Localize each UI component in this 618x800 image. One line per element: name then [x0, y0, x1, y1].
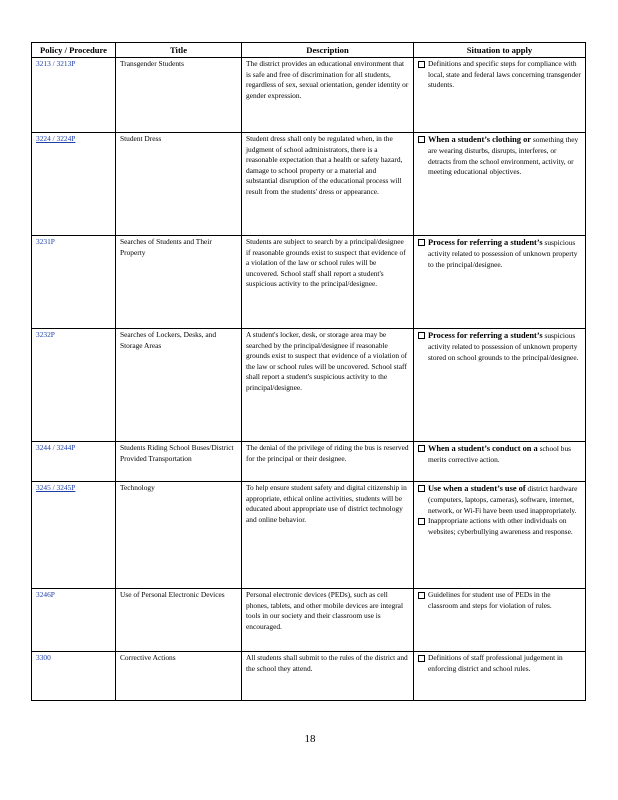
checkbox-bullet-icon [418, 592, 425, 599]
situation-bullet [418, 134, 581, 177]
policy-description: All students shall submit to the rules of the district and the school they attend. [242, 652, 414, 701]
policy-situation [414, 442, 586, 482]
situation-bullet [418, 443, 581, 465]
table-body [32, 58, 586, 701]
header-situation: Situation to apply [414, 43, 586, 58]
situation-text: suspicious activity related to possession of unknown property to the principal/designee. [428, 238, 578, 269]
policy-title: Technology [116, 482, 242, 589]
policy-number [32, 652, 116, 701]
policy-title: Use of Personal Electronic Devices [116, 589, 242, 652]
policy-title: Students Riding School Buses/District Provided Transportation [116, 442, 242, 482]
checkbox-bullet-icon [418, 485, 425, 492]
policy-title: Transgender Students [116, 58, 242, 133]
table-row [32, 482, 586, 589]
policy-number [32, 58, 116, 133]
policy-description: The district provides an educational environment that is safe and free of discrimination for all students, regardless of sex, sexual orientation, gender identity or gender expression. [242, 58, 414, 133]
policy-number-text: 3231P [36, 237, 55, 247]
policy-description: The denial of the privilege of riding the bus is reserved for the principal or their designee. [242, 442, 414, 482]
policy-title: Student Dress [116, 133, 242, 236]
policy-situation [414, 589, 586, 652]
header-row [32, 43, 586, 58]
policy-number[interactable] [32, 133, 116, 236]
policy-number-text: 3244 / 3244P [36, 443, 76, 453]
policy-link[interactable]: 3224 / 3224P [36, 134, 76, 144]
header-policy: Policy / Procedure [32, 43, 116, 58]
table-row [32, 58, 586, 133]
policy-number-text: 3300 [36, 653, 51, 663]
table-row [32, 236, 586, 329]
situation-text: school bus merits corrective action. [428, 444, 572, 465]
situation-text: suspicious activity related to possession of unknown property stored on school grounds to the principal/designee. [428, 331, 579, 362]
policy-description: Personal electronic devices (PEDs), such as cell phones, tablets, and other mobile devices are integral tools in our society and their classroom use is encouraged. [242, 589, 414, 652]
checkbox-bullet-icon [418, 61, 425, 68]
header-title: Title [116, 43, 242, 58]
situation-bullet [418, 330, 581, 363]
policy-description: A student's locker, desk, or storage area may be searched by the principal/designee if reasonable grounds exist to suspect that evidence of a violation of the law or school rules will be uncovered. School staff shall report a student's suspicious activity to the principal/designee. [242, 329, 414, 442]
situation-bullet [418, 59, 581, 91]
policy-description: Student dress shall only be regulated when, in the judgment of school administrators, there is a reasonable expectation that a health or safety hazard, damage to school property or a material and substantial disruption of the educational process will result from the students' dress or appearance. [242, 133, 414, 236]
table-row [32, 652, 586, 701]
policy-situation [414, 329, 586, 442]
policy-table [31, 42, 586, 701]
checkbox-bullet-icon [418, 445, 425, 452]
table-row [32, 133, 586, 236]
policy-description: To help ensure student safety and digital citizenship in appropriate, ethical online activities, students will be educated about appropriate use of district technology and online behavior. [242, 482, 414, 589]
situation-lead: When a student’s clothing or [428, 135, 531, 145]
situation-bullet [418, 653, 581, 674]
header-description: Description [242, 43, 414, 58]
situation-lead: Process for referring a student’s [428, 331, 543, 341]
policy-situation [414, 652, 586, 701]
table-row [32, 329, 586, 442]
situation-text: Inappropriate actions with other individuals on websites; cyberbullying awareness and response. [428, 516, 573, 536]
policy-number [32, 442, 116, 482]
checkbox-bullet-icon [418, 332, 425, 339]
policy-number-text: 3246P [36, 590, 55, 600]
situation-bullet [418, 237, 581, 270]
policy-number [32, 236, 116, 329]
situation-text: Definitions of staff professional judgement in enforcing district and school rules. [428, 653, 563, 673]
situation-lead: Process for referring a student’s [428, 238, 543, 248]
situation-bullet [418, 590, 581, 611]
situation-bullet [418, 516, 581, 537]
policy-number [32, 589, 116, 652]
checkbox-bullet-icon [418, 518, 425, 525]
table-row [32, 589, 586, 652]
policy-number[interactable] [32, 482, 116, 589]
policy-situation [414, 58, 586, 133]
checkbox-bullet-icon [418, 136, 425, 143]
policy-link[interactable]: 3245 / 3245P [36, 483, 76, 493]
policy-title: Searches of Students and Their Property [116, 236, 242, 329]
situation-bullet [418, 483, 581, 516]
policy-title: Corrective Actions [116, 652, 242, 701]
situation-text: Definitions and specific steps for compliance with local, state and federal laws concerning transgender students. [428, 59, 581, 90]
policy-situation [414, 482, 586, 589]
situation-text: district hardware (computers, laptops, cameras), software, internet, network, or Wi-Fi have been used inappropriately. [428, 484, 578, 515]
situation-lead: Use when a student’s use of [428, 484, 526, 494]
policy-description: Students are subject to search by a principal/designee if reasonable grounds exist to suspect that evidence of a violation of the law or school rules will be uncovered. School staff shall report a student's suspicious activity to the principal/designee. [242, 236, 414, 329]
policy-situation [414, 133, 586, 236]
table-row [32, 442, 586, 482]
policy-number-text: 3232P [36, 330, 55, 340]
situation-lead: When a student’s conduct on a [428, 444, 538, 454]
checkbox-bullet-icon [418, 655, 425, 662]
policy-number [32, 329, 116, 442]
policy-number-text: 3213 / 3213P [36, 59, 76, 69]
checkbox-bullet-icon [418, 239, 425, 246]
page-number: 18 [304, 733, 316, 745]
policy-situation [414, 236, 586, 329]
situation-text: Guidelines for student use of PEDs in the classroom and steps for violation of rules. [428, 590, 552, 610]
situation-text: something they are wearing disturbs, disrupts, interferes, or detracts from the school environment, activity, or meeting educational objectives. [428, 135, 579, 177]
policy-title: Searches of Lockers, Desks, and Storage Areas [116, 329, 242, 442]
